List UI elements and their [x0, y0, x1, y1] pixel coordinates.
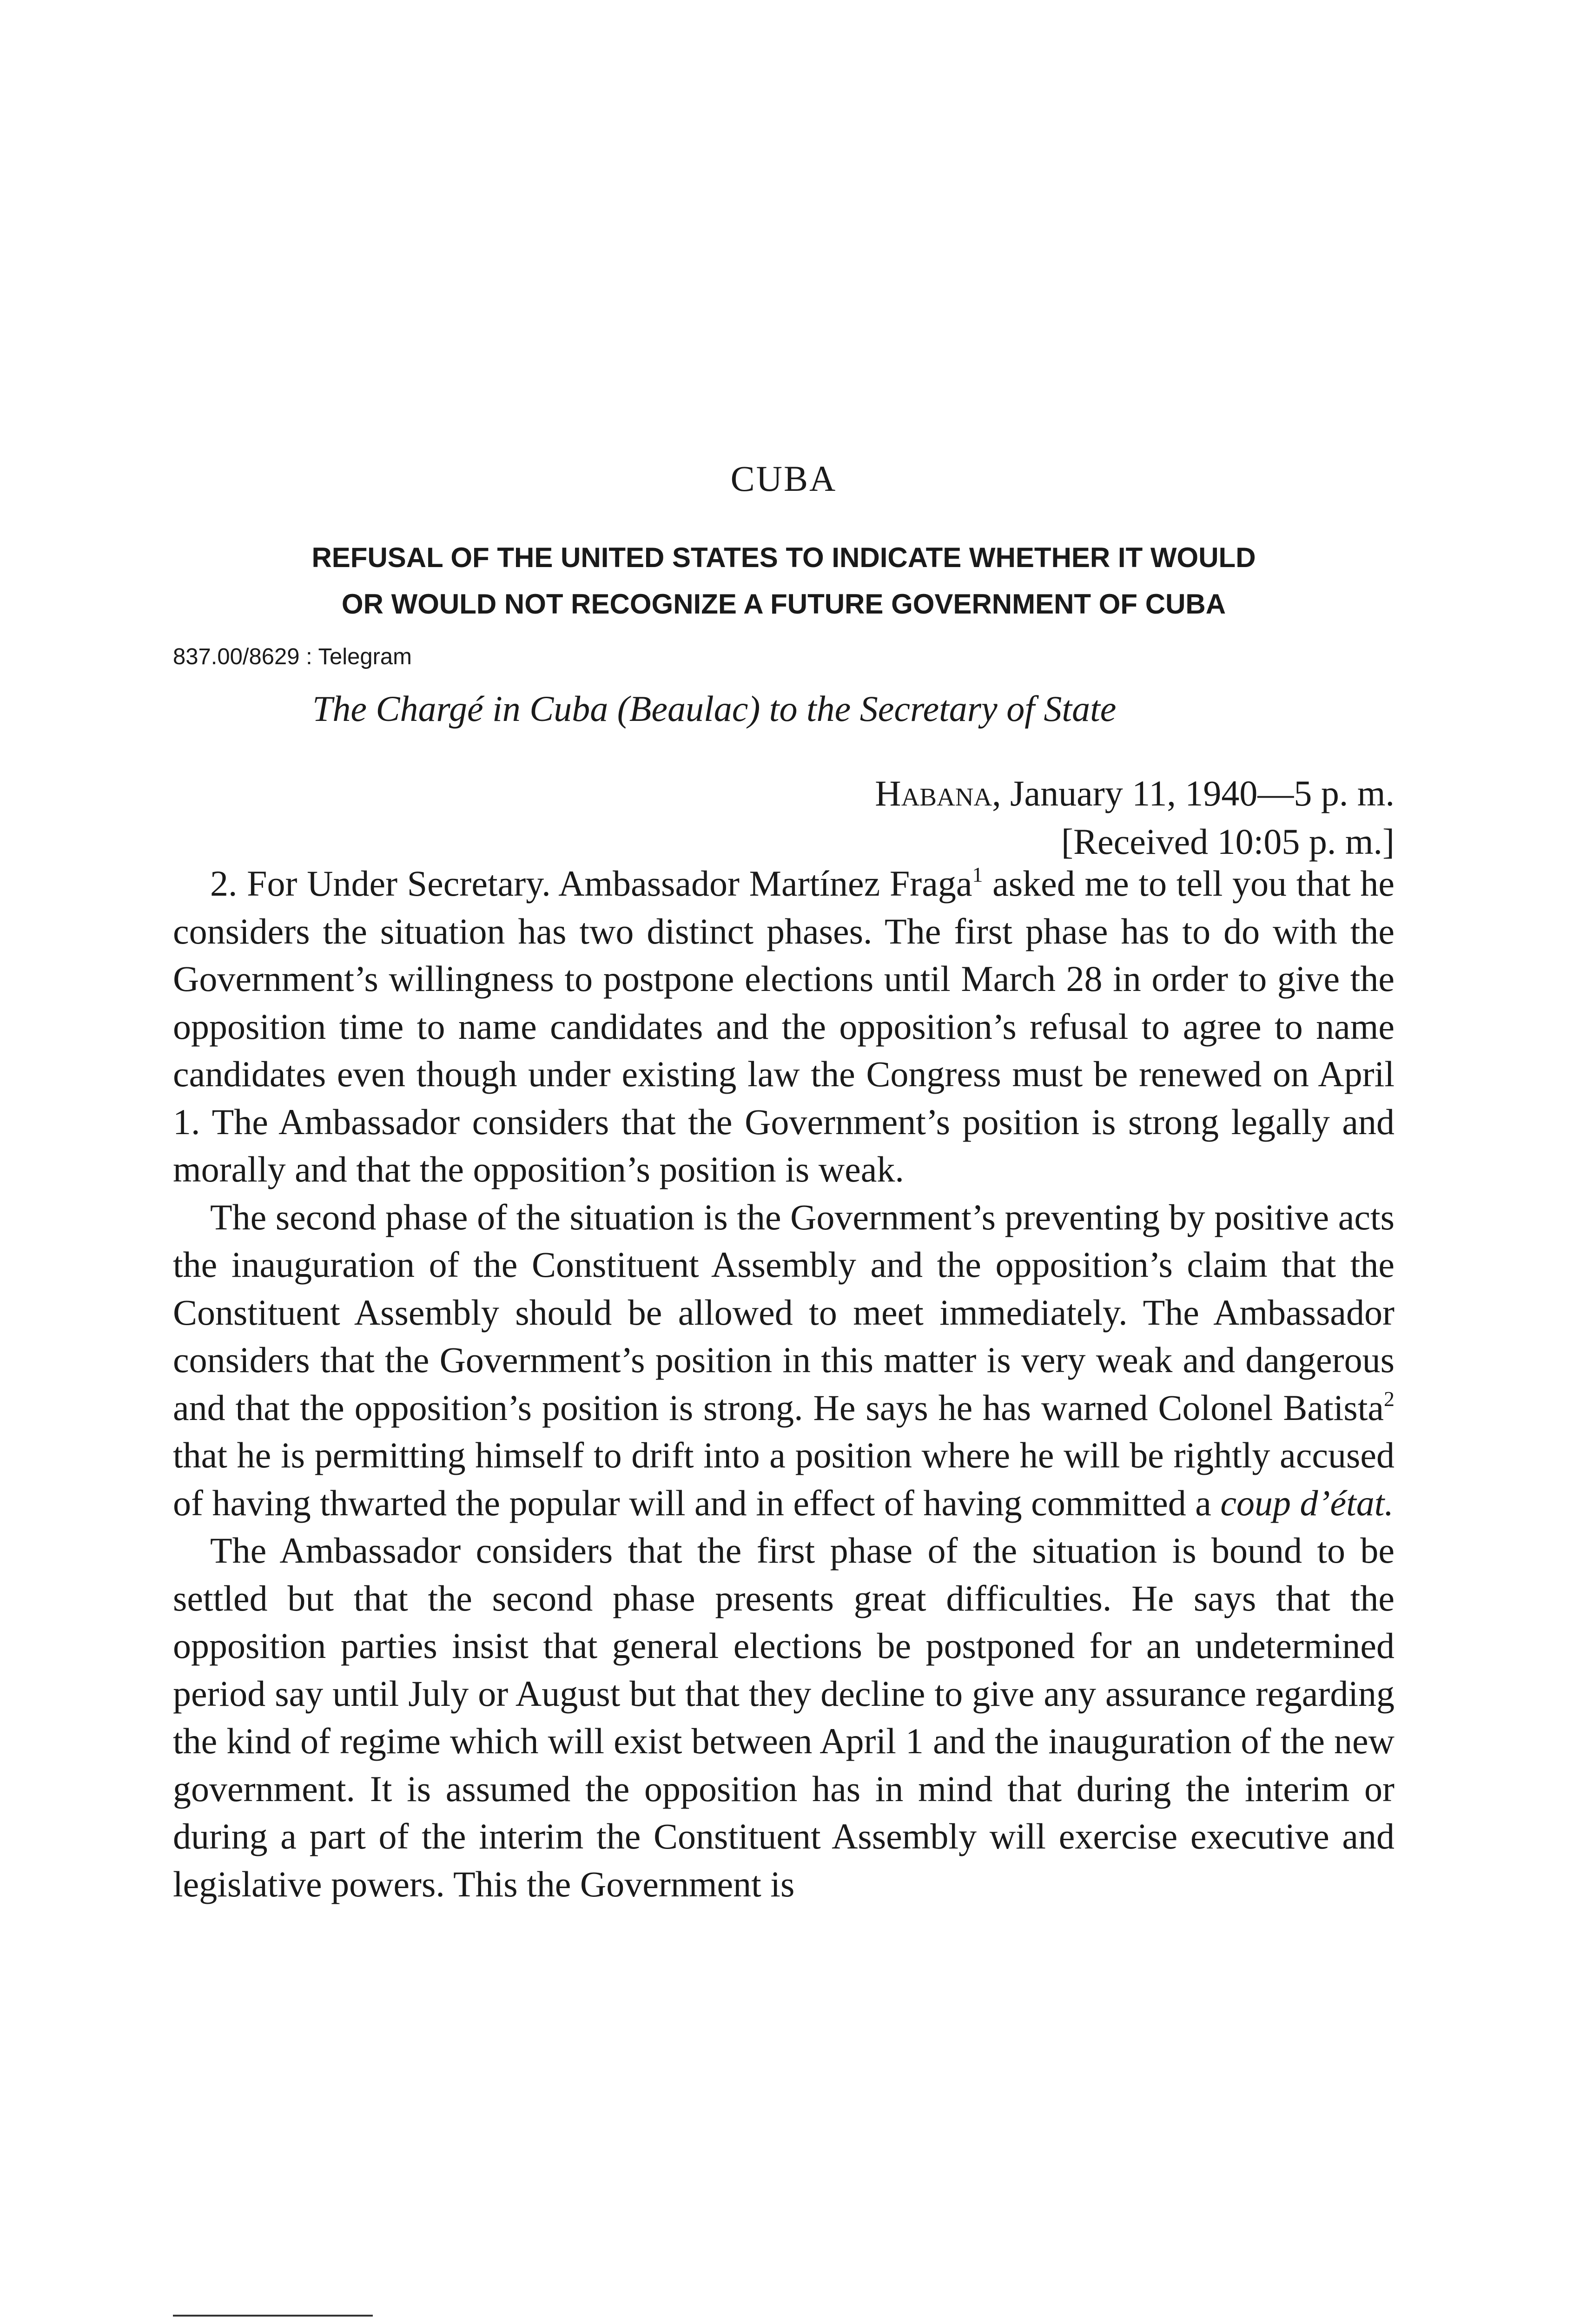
footnote-ref-2: 2: [1384, 1386, 1395, 1411]
paragraph-3: The Ambassador considers that the first phase of the situation is bound to be settled but that the second phase presents great difficulties. He says that the opposition parties insist that general elections be postponed for an undetermined period say until July or August but that they decline to give any assurance regarding the kind of regime which will exist between April 1 and the inauguration of the new government. It is assumed the opposition has in mind that during the interim or during a part of the interim the Constituent Assembly will exercise executive and legislative powers. This the Government is: [173, 1530, 1395, 1904]
section-title-line-2: OR WOULD NOT RECOGNIZE A FUTURE GOVERNMENT OF CUBA: [341, 588, 1226, 620]
footnote-ref-1: 1: [972, 863, 983, 886]
dateline: [875, 769, 1395, 866]
telegram-body: [173, 860, 1395, 1908]
received-line: [Received 10:05 p. m.]: [1061, 821, 1395, 862]
addressing-line: The Chargé in Cuba (Beaulac) to the Secretary of State: [312, 688, 1117, 729]
document-page: [173, 0, 1395, 2324]
date: , January 11, 1940—5 p. m.: [992, 773, 1395, 813]
paragraph-2-rest: that he is permitting himself to drift into a position where he will be rightly accused of having thwarted the popular will and in effect of having committed a: [173, 1435, 1395, 1523]
place-date: [875, 769, 1395, 818]
place: Habana: [875, 773, 992, 813]
section-title: [173, 535, 1395, 627]
file-reference: 837.00/8629 : Telegram: [173, 644, 412, 669]
paragraph-1: [173, 860, 1395, 1194]
section-title-line-1: REFUSAL OF THE UNITED STATES TO INDICATE WHETHER IT WOULD: [311, 542, 1256, 573]
paragraph-2-italic: coup d’état.: [1220, 1482, 1394, 1523]
country-heading: CUBA: [730, 458, 837, 499]
footnote-divider: [173, 2315, 373, 2317]
paragraph-2-text: The second phase of the situation is the Government’s preventing by positive acts the inauguration of the Constituent Assembly and the opposition’s claim that the Constituent Assembly should be allowed to meet immediately. The Ambassador considers that the Government’s position in this matter is very weak and dangerous and that the opposition’s position is strong. He says he has warned Colonel Batista: [173, 1196, 1395, 1428]
paragraph-2: [173, 1194, 1395, 1527]
paragraph-1-text: 2. For Under Secretary. Ambassador Martínez Fraga: [210, 863, 972, 904]
paragraph-1-rest: asked me to tell you that he considers the situation has two distinct phases. The first phase has to do with the Government’s willingness to postpone elections until March 28 in order to give the opposition time to name candidates and the opposition’s refusal to agree to name candidates even though under existing law the Congress must be renewed on April 1. The Ambassador considers that the Government’s position is strong legally and morally and that the opposition’s position is weak.: [173, 863, 1395, 1189]
